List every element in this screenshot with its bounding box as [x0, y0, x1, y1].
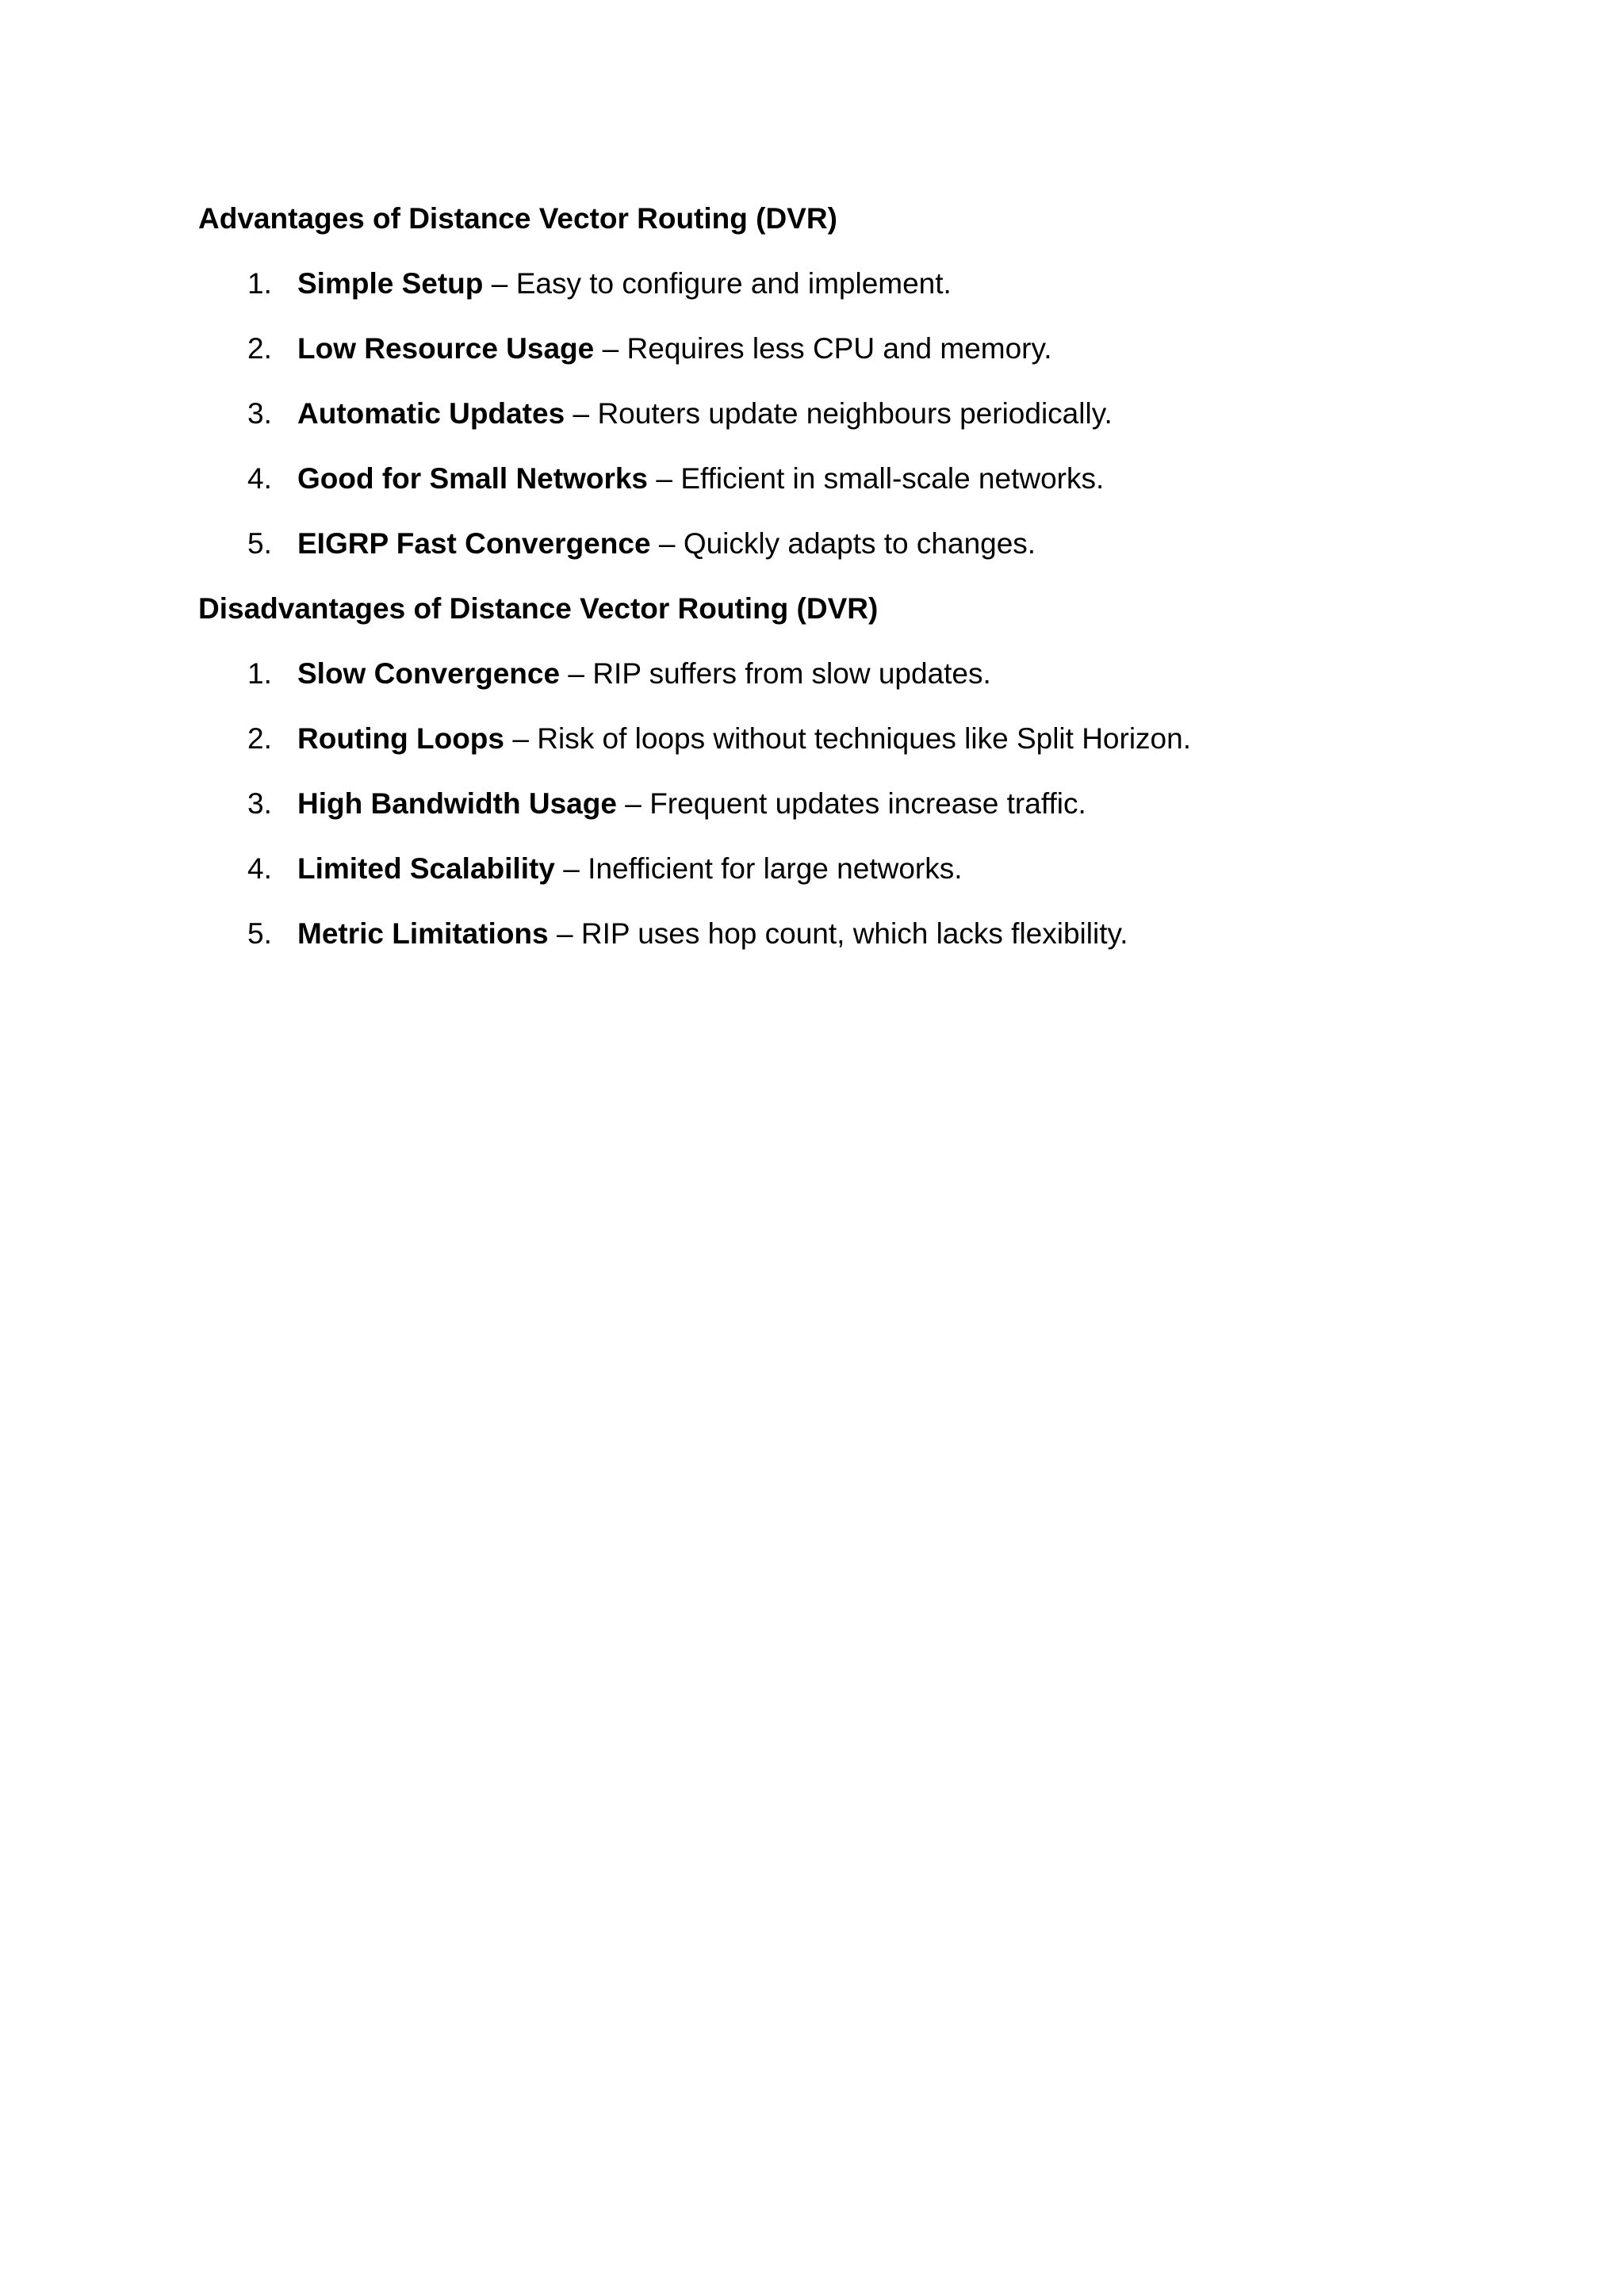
item-separator: – — [512, 722, 529, 755]
list-item — [198, 263, 1435, 304]
list-number: 3. — [247, 787, 272, 820]
item-term: Simple Setup — [297, 267, 484, 300]
item-description: Quickly adapts to changes. — [683, 527, 1036, 560]
item-description: Easy to configure and implement. — [515, 267, 952, 300]
list-item — [198, 848, 1435, 890]
item-separator: – — [491, 267, 508, 300]
item-description: Efficient in small-scale networks. — [680, 462, 1105, 495]
list-item — [198, 653, 1435, 695]
advantages-list — [198, 263, 1435, 564]
list-number: 1. — [247, 267, 272, 300]
list-number: 2. — [247, 722, 272, 755]
item-term: Limited Scalability — [297, 852, 555, 885]
item-term: Slow Convergence — [297, 657, 561, 690]
disadvantages-list — [198, 653, 1435, 955]
list-item — [198, 718, 1435, 760]
list-number: 2. — [247, 332, 272, 365]
document-content — [198, 198, 1435, 955]
item-description: Risk of loops without techniques like Split Horizon. — [537, 722, 1191, 755]
list-number: 5. — [247, 527, 272, 560]
item-separator: – — [556, 917, 573, 950]
list-item — [198, 328, 1435, 369]
list-number: 3. — [247, 397, 272, 430]
item-description: Requires less CPU and memory. — [626, 332, 1052, 365]
item-separator: – — [658, 527, 676, 560]
list-number: 1. — [247, 657, 272, 690]
item-separator: – — [656, 462, 672, 495]
list-item — [198, 393, 1435, 434]
item-separator: – — [568, 657, 584, 690]
list-item — [198, 783, 1435, 825]
item-description: RIP suffers from slow updates. — [592, 657, 991, 690]
item-separator: – — [573, 397, 590, 430]
item-separator: – — [602, 332, 619, 365]
list-number: 4. — [247, 852, 272, 885]
item-term: Good for Small Networks — [297, 462, 649, 495]
disadvantages-heading: Disadvantages of Distance Vector Routing (DVR) — [198, 592, 879, 625]
item-separator: – — [563, 852, 580, 885]
item-description: Frequent updates increase traffic. — [649, 787, 1086, 820]
list-number: 5. — [247, 917, 272, 950]
item-description: Routers update neighbours periodically. — [597, 397, 1113, 430]
advantages-heading: Advantages of Distance Vector Routing (DVR) — [198, 202, 837, 235]
list-number: 4. — [247, 462, 272, 495]
item-term: Automatic Updates — [297, 397, 565, 430]
item-term: Low Resource Usage — [297, 332, 595, 365]
list-item — [198, 523, 1435, 564]
item-separator: – — [625, 787, 642, 820]
item-term: Routing Loops — [297, 722, 504, 755]
item-term: High Bandwidth Usage — [297, 787, 617, 820]
item-term: EIGRP Fast Convergence — [297, 527, 651, 560]
item-description: Inefficient for large networks. — [588, 852, 963, 885]
list-item — [198, 913, 1435, 955]
item-term: Metric Limitations — [297, 917, 549, 950]
list-item — [198, 458, 1435, 499]
item-description: RIP uses hop count, which lacks flexibility. — [580, 917, 1128, 950]
